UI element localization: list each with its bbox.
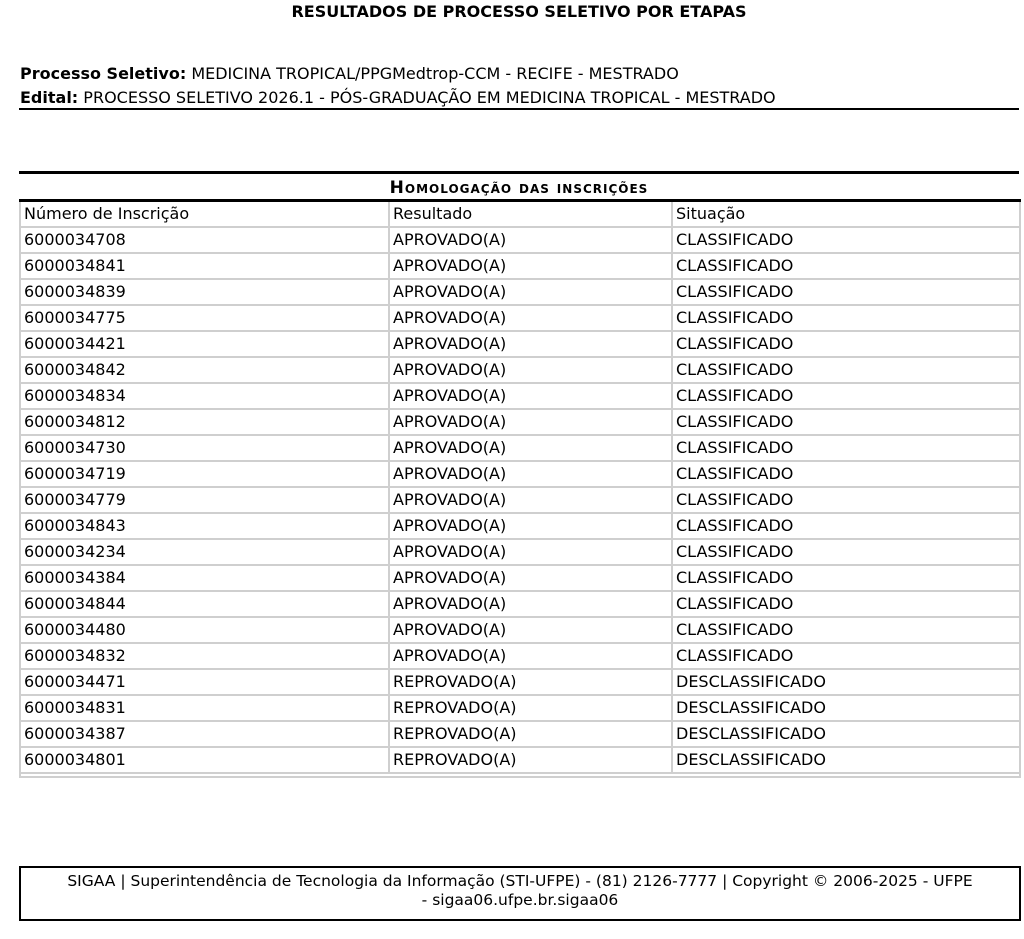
cell-resultado: APROVADO(A) bbox=[389, 357, 672, 383]
cell-situacao: CLASSIFICADO bbox=[672, 591, 1020, 617]
cell-situacao: CLASSIFICADO bbox=[672, 513, 1020, 539]
cell-resultado: APROVADO(A) bbox=[389, 591, 672, 617]
cell-resultado: REPROVADO(A) bbox=[389, 695, 672, 721]
column-header-numero: Número de Inscrição bbox=[20, 201, 389, 228]
table-row bbox=[20, 253, 1020, 279]
cell-situacao: CLASSIFICADO bbox=[672, 409, 1020, 435]
table-row bbox=[20, 643, 1020, 669]
cell-numero-inscricao: 6000034471 bbox=[20, 669, 389, 695]
table-row bbox=[20, 591, 1020, 617]
cell-situacao: DESCLASSIFICADO bbox=[672, 747, 1020, 773]
cell-situacao: CLASSIFICADO bbox=[672, 383, 1020, 409]
table-footer-spacer bbox=[20, 773, 1020, 777]
edital-line bbox=[20, 86, 776, 110]
table-row bbox=[20, 227, 1020, 253]
cell-numero-inscricao: 6000034841 bbox=[20, 253, 389, 279]
processo-seletivo-line bbox=[20, 62, 679, 86]
table-row bbox=[20, 461, 1020, 487]
edital-value: PROCESSO SELETIVO 2026.1 - PÓS-GRADUAÇÃO EM MEDICINA TROPICAL - MESTRADO bbox=[83, 88, 776, 107]
cell-resultado: APROVADO(A) bbox=[389, 565, 672, 591]
cell-numero-inscricao: 6000034801 bbox=[20, 747, 389, 773]
table-row bbox=[20, 331, 1020, 357]
cell-situacao: CLASSIFICADO bbox=[672, 461, 1020, 487]
cell-numero-inscricao: 6000034421 bbox=[20, 331, 389, 357]
table-row bbox=[20, 747, 1020, 773]
table-row bbox=[20, 357, 1020, 383]
cell-situacao: CLASSIFICADO bbox=[672, 643, 1020, 669]
cell-numero-inscricao: 6000034387 bbox=[20, 721, 389, 747]
cell-resultado: APROVADO(A) bbox=[389, 513, 672, 539]
cell-resultado: APROVADO(A) bbox=[389, 305, 672, 331]
table-row bbox=[20, 539, 1020, 565]
cell-situacao: CLASSIFICADO bbox=[672, 435, 1020, 461]
cell-resultado: APROVADO(A) bbox=[389, 487, 672, 513]
cell-numero-inscricao: 6000034775 bbox=[20, 305, 389, 331]
cell-situacao: CLASSIFICADO bbox=[672, 279, 1020, 305]
cell-numero-inscricao: 6000034480 bbox=[20, 617, 389, 643]
cell-numero-inscricao: 6000034234 bbox=[20, 539, 389, 565]
cell-resultado: APROVADO(A) bbox=[389, 279, 672, 305]
cell-resultado: REPROVADO(A) bbox=[389, 669, 672, 695]
table-row bbox=[20, 305, 1020, 331]
processo-seletivo-value: MEDICINA TROPICAL/PPGMedtrop-CCM - RECIFE - MESTRADO bbox=[191, 64, 679, 83]
page-title: RESULTADOS DE PROCESSO SELETIVO POR ETAPAS bbox=[291, 2, 747, 21]
cell-resultado: APROVADO(A) bbox=[389, 643, 672, 669]
table-caption: Homologação das inscrições bbox=[389, 178, 649, 198]
cell-resultado: REPROVADO(A) bbox=[389, 721, 672, 747]
cell-resultado: APROVADO(A) bbox=[389, 227, 672, 253]
table-body bbox=[20, 227, 1020, 777]
table-row bbox=[20, 695, 1020, 721]
table-header-row bbox=[20, 201, 1020, 228]
cell-numero-inscricao: 6000034843 bbox=[20, 513, 389, 539]
table-row bbox=[20, 279, 1020, 305]
cell-resultado: APROVADO(A) bbox=[389, 331, 672, 357]
cell-situacao: CLASSIFICADO bbox=[672, 357, 1020, 383]
cell-resultado: APROVADO(A) bbox=[389, 435, 672, 461]
table-row bbox=[20, 435, 1020, 461]
cell-situacao: DESCLASSIFICADO bbox=[672, 695, 1020, 721]
cell-resultado: APROVADO(A) bbox=[389, 617, 672, 643]
footer-line-2: - sigaa06.ufpe.br.sigaa06 bbox=[421, 891, 619, 909]
cell-numero-inscricao: 6000034832 bbox=[20, 643, 389, 669]
cell-resultado: REPROVADO(A) bbox=[389, 747, 672, 773]
cell-situacao: CLASSIFICADO bbox=[672, 331, 1020, 357]
cell-situacao: CLASSIFICADO bbox=[672, 617, 1020, 643]
cell-numero-inscricao: 6000034834 bbox=[20, 383, 389, 409]
cell-numero-inscricao: 6000034839 bbox=[20, 279, 389, 305]
table-row bbox=[20, 409, 1020, 435]
cell-situacao: CLASSIFICADO bbox=[672, 305, 1020, 331]
table-row bbox=[20, 721, 1020, 747]
cell-resultado: APROVADO(A) bbox=[389, 383, 672, 409]
cell-numero-inscricao: 6000034384 bbox=[20, 565, 389, 591]
cell-situacao: CLASSIFICADO bbox=[672, 539, 1020, 565]
cell-situacao: DESCLASSIFICADO bbox=[672, 721, 1020, 747]
cell-resultado: APROVADO(A) bbox=[389, 461, 672, 487]
table-row bbox=[20, 487, 1020, 513]
cell-numero-inscricao: 6000034719 bbox=[20, 461, 389, 487]
table-footer-cell bbox=[20, 773, 1020, 777]
cell-situacao: CLASSIFICADO bbox=[672, 565, 1020, 591]
cell-situacao: CLASSIFICADO bbox=[672, 253, 1020, 279]
cell-situacao: CLASSIFICADO bbox=[672, 227, 1020, 253]
cell-numero-inscricao: 6000034844 bbox=[20, 591, 389, 617]
cell-resultado: APROVADO(A) bbox=[389, 253, 672, 279]
cell-resultado: APROVADO(A) bbox=[389, 539, 672, 565]
cell-numero-inscricao: 6000034842 bbox=[20, 357, 389, 383]
cell-numero-inscricao: 6000034812 bbox=[20, 409, 389, 435]
table-row bbox=[20, 565, 1020, 591]
cell-situacao: CLASSIFICADO bbox=[672, 487, 1020, 513]
footer-line-1: SIGAA | Superintendência de Tecnologia da Informação (STI-UFPE) - (81) 2126-7777 | Copyright © 2006-2025 - UFPE bbox=[67, 872, 973, 890]
table-row bbox=[20, 383, 1020, 409]
table-row bbox=[20, 669, 1020, 695]
results-section bbox=[19, 171, 1019, 778]
info-divider bbox=[19, 108, 1019, 110]
column-header-resultado: Resultado bbox=[389, 201, 672, 228]
cell-numero-inscricao: 6000034831 bbox=[20, 695, 389, 721]
edital-label: Edital: bbox=[20, 88, 79, 107]
cell-numero-inscricao: 6000034730 bbox=[20, 435, 389, 461]
cell-situacao: DESCLASSIFICADO bbox=[672, 669, 1020, 695]
table-row bbox=[20, 617, 1020, 643]
cell-numero-inscricao: 6000034779 bbox=[20, 487, 389, 513]
footer bbox=[19, 866, 1021, 921]
cell-numero-inscricao: 6000034708 bbox=[20, 227, 389, 253]
column-header-situacao: Situação bbox=[672, 201, 1020, 228]
cell-resultado: APROVADO(A) bbox=[389, 409, 672, 435]
table-row bbox=[20, 513, 1020, 539]
processo-seletivo-label: Processo Seletivo: bbox=[20, 64, 187, 83]
results-table bbox=[19, 199, 1021, 778]
